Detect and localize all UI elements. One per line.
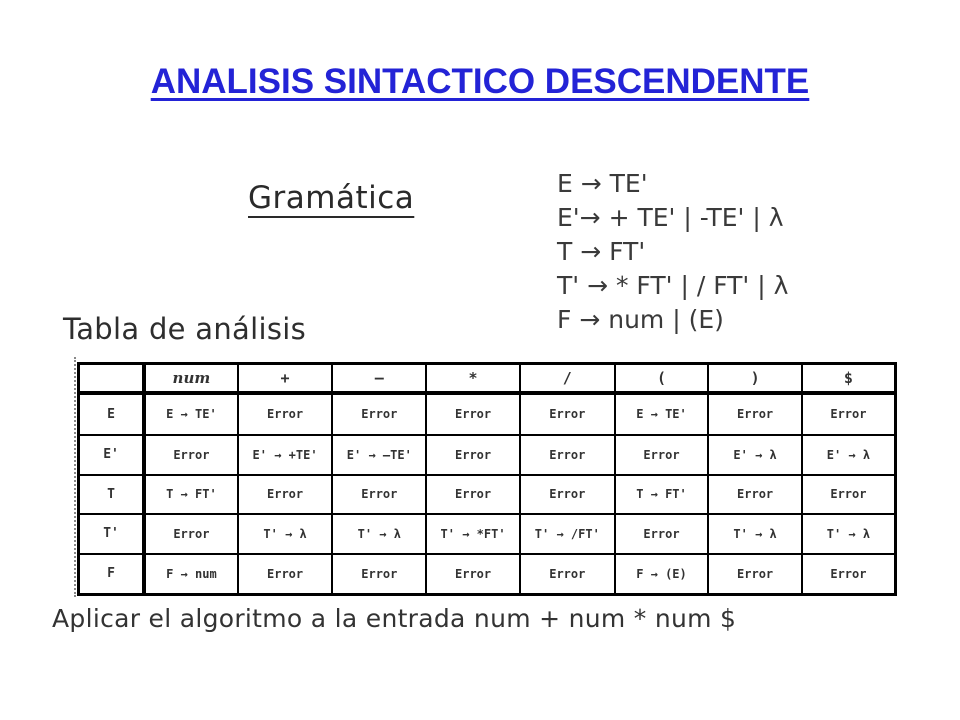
table-cell: Error (520, 475, 615, 515)
grammar-rule: T → FT' (557, 237, 646, 266)
table-cell: Error (144, 514, 238, 554)
nonterminal-cell: T' (79, 514, 145, 554)
table-row (79, 435, 896, 475)
table-cell: T' → λ (708, 514, 802, 554)
table-cell: Error (708, 554, 802, 595)
table-cell: Error (520, 393, 615, 435)
table-header-cell: ) (708, 364, 802, 394)
table-cell: Error (520, 554, 615, 595)
table-header-cell: – (332, 364, 426, 394)
nonterminal-cell: T (79, 475, 145, 515)
table-cell: Error (802, 393, 896, 435)
table-cell: Error (426, 435, 520, 475)
table-cell: F → (E) (615, 554, 709, 595)
table-cell: Error (426, 554, 520, 595)
table-row (79, 475, 896, 515)
table-cell: Error (332, 475, 426, 515)
table-header-cell: + (238, 364, 333, 394)
table-cell: Error (426, 393, 520, 435)
table-header-cell: * (426, 364, 520, 394)
table-header-cell (79, 364, 145, 394)
table-cell: T → FT' (615, 475, 709, 515)
nonterminal-cell: E' (79, 435, 145, 475)
table-row (79, 554, 896, 595)
table-cell: E' → –TE' (332, 435, 426, 475)
table-header-row (79, 364, 896, 394)
table-cell: Error (802, 475, 896, 515)
table-cell: Error (238, 393, 333, 435)
table-cell: T' → /FT' (520, 514, 615, 554)
instruction-text: Aplicar el algoritmo a la entrada num + num * num $ (52, 604, 737, 633)
grammar-rule: E'→ + TE' | -TE' | λ (557, 203, 784, 232)
grammar-rule: E → TE' (557, 169, 648, 198)
grammar-heading: Gramática (248, 180, 415, 216)
parse-table (77, 362, 897, 596)
table-cell: Error (238, 554, 333, 595)
table-cell: E → TE' (615, 393, 709, 435)
table-cell: Error (615, 514, 709, 554)
table-cell: Error (238, 475, 333, 515)
table-cell: E' → λ (708, 435, 802, 475)
table-row (79, 393, 896, 435)
table-header-cell: / (520, 364, 615, 394)
table-cell: Error (802, 554, 896, 595)
table-row (79, 514, 896, 554)
slide-title: ANALISIS SINTACTICO DESCENDENTE (150, 62, 810, 101)
table-cell: T' → λ (802, 514, 896, 554)
table-cell: Error (615, 435, 709, 475)
table-cell: F → num (144, 554, 238, 595)
table-header-cell: ( (615, 364, 709, 394)
nonterminal-cell: F (79, 554, 145, 595)
table-heading: Tabla de análisis (63, 312, 307, 346)
table-header-cell: num (144, 364, 238, 394)
table-cell: E' → +TE' (238, 435, 333, 475)
table-cell: T' → *FT' (426, 514, 520, 554)
table-cell: E → TE' (144, 393, 238, 435)
table-cell: Error (708, 475, 802, 515)
table-cell: T' → λ (238, 514, 333, 554)
table-cell: T → FT' (144, 475, 238, 515)
table-cell: Error (332, 554, 426, 595)
table-cell: Error (708, 393, 802, 435)
table-cell: T' → λ (332, 514, 426, 554)
grammar-rule: T' → * FT' | / FT' | λ (557, 271, 789, 300)
nonterminal-cell: E (79, 393, 145, 435)
table-cell: Error (144, 435, 238, 475)
table-cell: E' → λ (802, 435, 896, 475)
table-header-cell: $ (802, 364, 896, 394)
grammar-rules (557, 167, 788, 337)
table-cell: Error (520, 435, 615, 475)
grammar-rule: F → num | (E) (557, 305, 724, 334)
table-cell: Error (426, 475, 520, 515)
table-cell: Error (332, 393, 426, 435)
